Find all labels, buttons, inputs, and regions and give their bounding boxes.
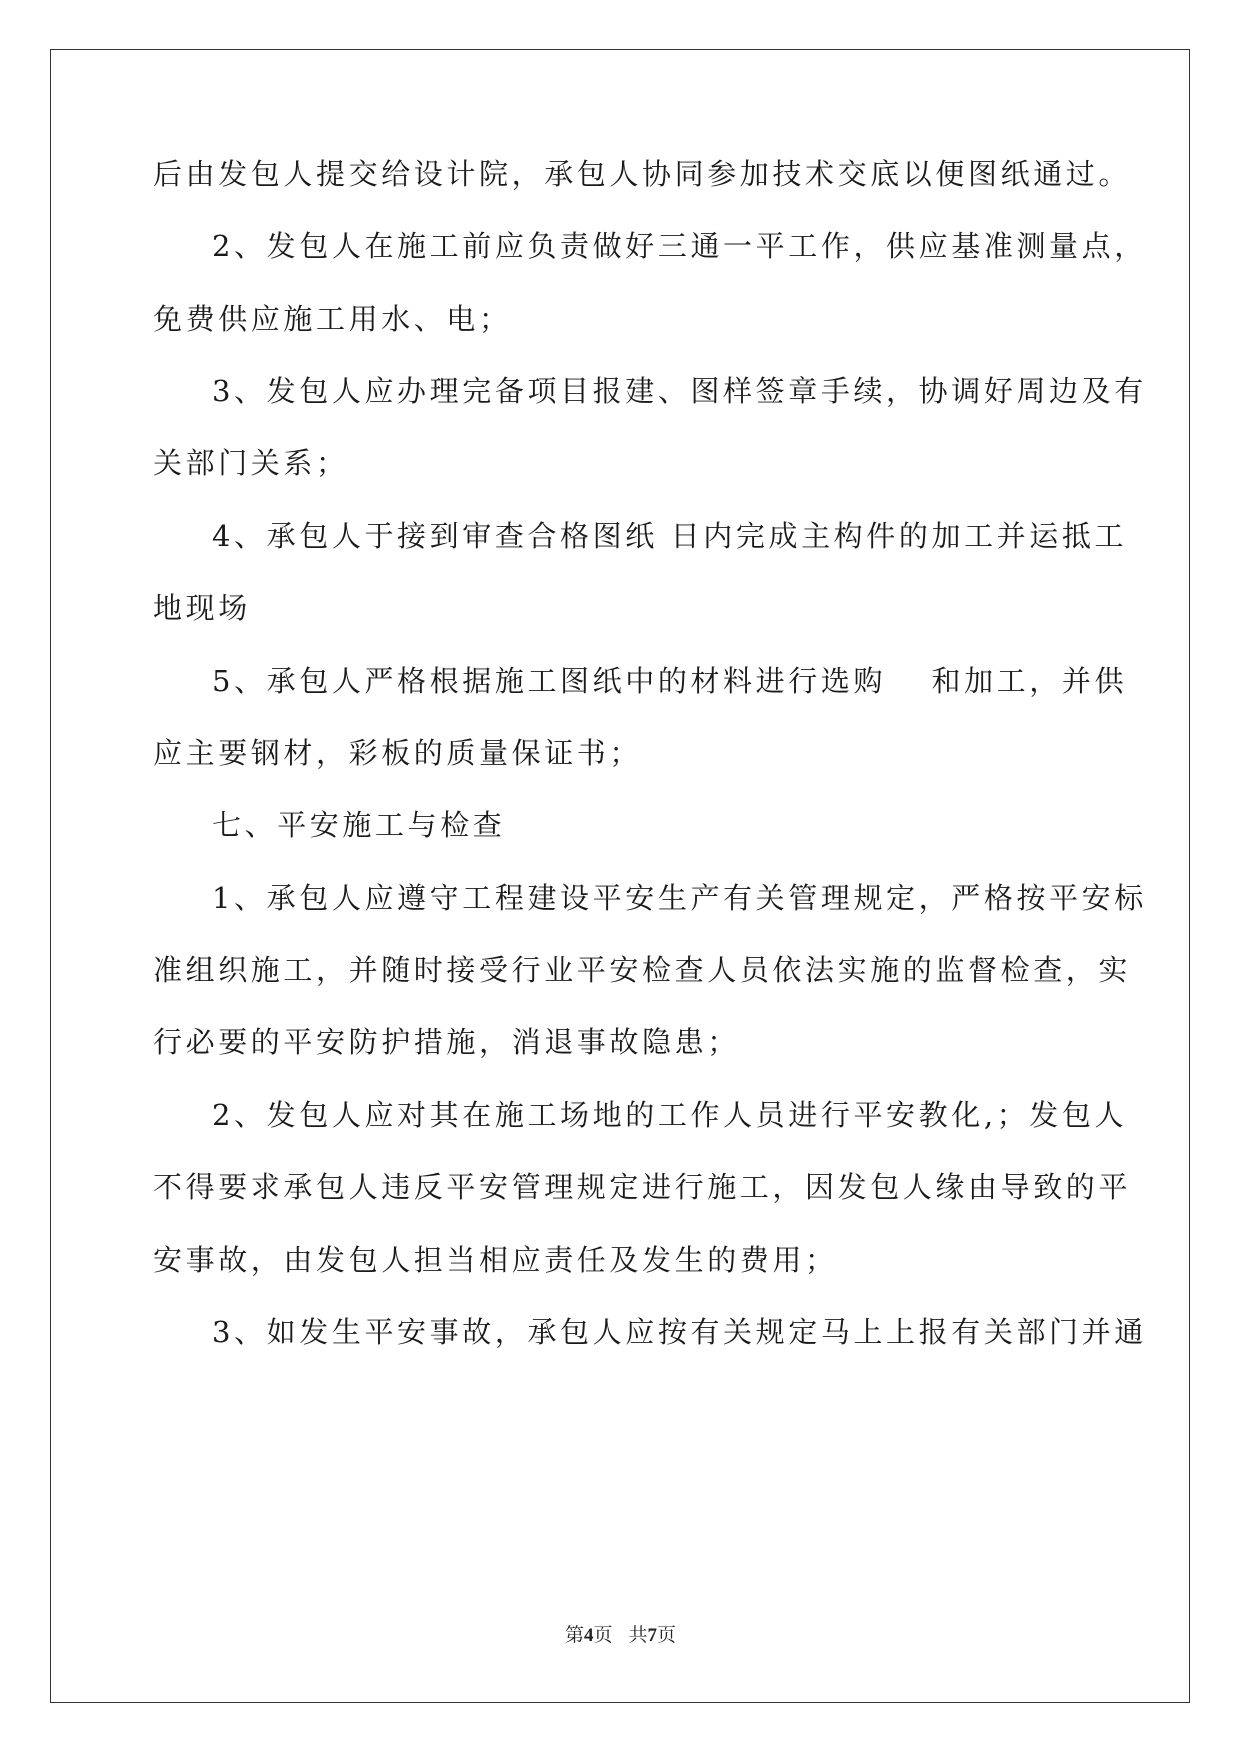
paragraph-line: 地现场 xyxy=(153,591,251,625)
page-suffix: 页 xyxy=(593,1625,613,1646)
paragraph-line: 免费供应施工用水、电； xyxy=(153,302,512,336)
paragraph-line: 2、发包人应对其在施工场地的工作人员进行平安教化,；发包人 xyxy=(212,1098,1128,1132)
paragraph-line: 不得要求承包人违反平安管理规定进行施工，因发包人缘由导致的平 xyxy=(153,1170,1132,1204)
paragraph-line: 1、承包人应遵守工程建设平安生产有关管理规定，严格按平安标 xyxy=(212,881,1147,915)
paragraph-line: 行必要的平安防护措施，消退事故隐患； xyxy=(153,1025,740,1059)
page-number: 4 xyxy=(583,1625,594,1646)
paragraph-line: 后由发包人提交给设计院，承包人协同参加技术交底以便图纸通过。 xyxy=(153,157,1132,191)
paragraph-line: 应主要钢材，彩板的质量保证书； xyxy=(153,736,643,770)
paragraph-line: 准组织施工，并随时接受行业平安检查人员依法实施的监督检查，实 xyxy=(153,953,1132,987)
paragraph-line: 3、发包人应办理完备项目报建、图样签章手续，协调好周边及有 xyxy=(212,374,1147,408)
page-border xyxy=(50,49,1190,1703)
page-footer xyxy=(0,1624,1241,1648)
total-pages: 7 xyxy=(647,1625,658,1646)
paragraph-line: 5、承包人严格根据施工图纸中的材料进行选购 和加工，并供 xyxy=(212,664,1128,698)
section-heading: 七、平安施工与检查 xyxy=(212,808,506,842)
total-prefix: 共 xyxy=(628,1625,648,1646)
paragraph-line: 关部门关系； xyxy=(153,446,349,480)
page-prefix: 第 xyxy=(564,1625,584,1646)
paragraph-line: 4、承包人于接到审查合格图纸 日内完成主构件的加工并运抵工 xyxy=(212,519,1128,553)
total-suffix: 页 xyxy=(657,1625,677,1646)
paragraph-line: 2、发包人在施工前应负责做好三通一平工作，供应基准测量点， xyxy=(212,229,1147,263)
paragraph-line: 3、如发生平安事故，承包人应按有关规定马上上报有关部门并通 xyxy=(212,1315,1147,1349)
paragraph-line: 安事故，由发包人担当相应责任及发生的费用； xyxy=(153,1243,838,1277)
